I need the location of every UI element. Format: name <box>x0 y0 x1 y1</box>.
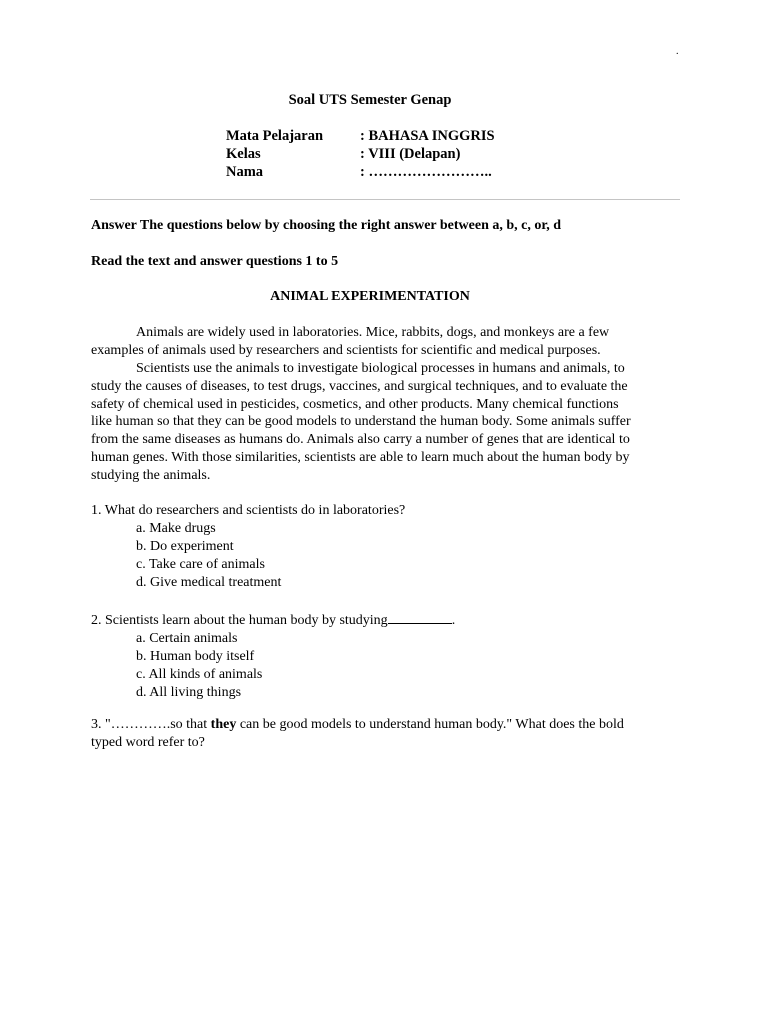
passage-line: study the causes of diseases, to test drugs, vaccines, and surgical techniques, and to evaluate the <box>91 378 628 394</box>
passage-line: safety of chemical used in pesticides, cosmetics, and other products. Many chemical functions <box>91 396 619 412</box>
passage-line: from the same diseases as humans do. Animals also carry a number of genes that are identical to <box>91 432 630 448</box>
option-a: a. Certain animals <box>136 630 238 646</box>
answer-options <box>91 520 681 592</box>
question-text <box>91 610 681 630</box>
question-text-prefix: 3. "………….so that <box>91 717 211 732</box>
question-2 <box>91 610 681 701</box>
passage-line: Scientists use the animals to investigate biological processes in humans and animals, to <box>136 360 625 376</box>
option-b: b. Do experiment <box>136 538 234 554</box>
subject-value: : BAHASA INGGRIS <box>360 128 495 144</box>
question-text <box>91 716 681 734</box>
option-a: a. Make drugs <box>136 520 216 536</box>
passage-line: Animals are widely used in laboratories. Mice, rabbits, dogs, and monkeys are a few <box>136 325 610 340</box>
question-text-suffix: can be good models to understand human body." What does the bold <box>236 717 624 732</box>
name-row <box>226 163 495 181</box>
name-value: : …………………….. <box>360 164 492 180</box>
passage-line: like human so that they can be good models to understand the human body. Some animals suffer <box>91 414 631 430</box>
passage-line: studying the animals. <box>91 468 211 484</box>
answer-blank <box>388 610 452 624</box>
bold-word: they <box>210 717 237 732</box>
reading-instruction: Read the text and answer questions 1 to 5 <box>91 254 339 269</box>
general-instruction: Answer The questions below by choosing the right answer between a, b, c, or, d <box>91 218 562 233</box>
name-label: Nama <box>226 164 264 180</box>
reading-passage <box>91 324 681 485</box>
exam-title: Soal UTS Semester Genap <box>288 92 452 108</box>
passage-line: human genes. With those similarities, scientists are able to learn much about the human body by <box>91 450 630 466</box>
option-d: d. Give medical treatment <box>136 574 282 590</box>
subject-label: Mata Pelajaran <box>226 128 324 144</box>
class-value: : VIII (Delapan) <box>360 146 461 162</box>
class-label: Kelas <box>226 146 261 162</box>
question-text-line2: typed word refer to? <box>91 734 205 750</box>
question-text: 1. What do researchers and scientists do in laboratories? <box>91 503 406 518</box>
option-d: d. All living things <box>136 684 242 700</box>
option-b: b. Human body itself <box>136 648 255 664</box>
passage-title: ANIMAL EXPERIMENTATION <box>270 289 470 304</box>
question-text-main: 2. Scientists learn about the human body by studying <box>91 613 388 628</box>
option-c: c. Take care of animals <box>136 556 265 572</box>
answer-options <box>91 630 681 702</box>
question-1 <box>91 502 681 591</box>
passage-line: examples of animals used by researchers and scientists for scientific and medical purposes. <box>91 342 601 358</box>
question-3 <box>91 716 681 752</box>
corner-mark: . <box>676 46 679 57</box>
subject-row <box>226 127 495 145</box>
class-row <box>226 145 495 163</box>
exam-info <box>226 127 495 181</box>
option-c: c. All kinds of animals <box>136 666 263 682</box>
question-text-end: . <box>451 613 456 628</box>
header-divider <box>90 199 680 200</box>
